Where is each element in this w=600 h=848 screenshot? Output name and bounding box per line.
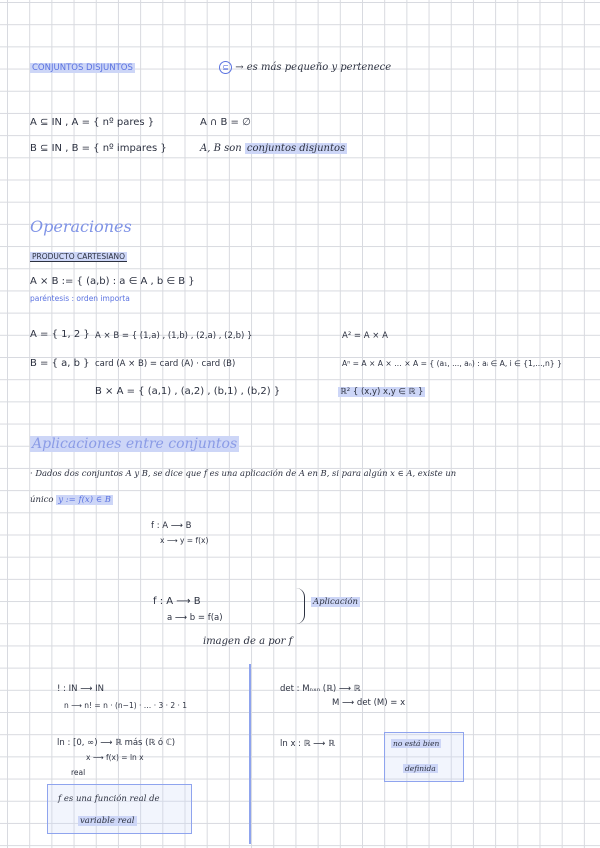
section-title-operaciones: Operaciones xyxy=(30,217,132,236)
map1-line2: x ⟶ y = f(x) xyxy=(160,536,209,545)
a-power-n: Aⁿ = A × A × … × A = { (a₁, ..., aₙ) : aᵢ ∈ A, i ∈ {1,...,n} } xyxy=(342,359,562,368)
bxa-example: B × A = { (a,1) , (a,2) , (b,1) , (b,2) } xyxy=(95,386,281,397)
section-title-aplicaciones: Aplicaciones entre conjuntos xyxy=(32,436,238,452)
factorial-line1: ! : IN ⟶ IN xyxy=(57,684,104,694)
set-b: B = { a, b } xyxy=(30,358,90,369)
factorial-line2: n ⟶ n! = n · (n−1) · … · 3 · 2 · 1 xyxy=(64,701,188,710)
producto-cartesiano-title: PRODUCTO CARTESIANO xyxy=(32,252,125,261)
lnx-line: ln x : ℝ ⟶ ℝ xyxy=(280,739,335,749)
header-note: ⊆ → es más pequeño y pertenece xyxy=(219,61,391,74)
nobien-line1: no está bien xyxy=(393,739,440,748)
producto-definicion: A × B := { (a,b) : a ∈ A , b ∈ B } xyxy=(30,276,195,287)
map2-line2: a ⟶ b = f(a) xyxy=(167,613,223,623)
nobien-line2: definida xyxy=(405,764,436,773)
a-squared: A² = A × A xyxy=(342,331,388,341)
real-box-line2: variable real xyxy=(80,816,135,826)
ln-line2: x ⟶ f(x) = ln x xyxy=(86,753,144,762)
disjuntos-line-2: B ⊆ IN , B = { nº impares } xyxy=(30,143,167,154)
set-a: A = { 1, 2 } xyxy=(30,329,90,340)
imagen-label: imagen de a por f xyxy=(203,636,293,647)
section-title-disjuntos: CONJUNTOS DISJUNTOS xyxy=(32,63,133,73)
subset-circled-icon: ⊆ xyxy=(219,61,232,74)
intersection-empty: A ∩ B = ∅ xyxy=(200,117,251,128)
aplicacion-definition: · Dados dos conjuntos A y B, se dice que f es una aplicación de A en B, si para algún x ∈ A, existe un xyxy=(30,468,457,478)
det-line1: det : Mₙₓₙ (ℝ) ⟶ ℝ xyxy=(280,684,361,694)
no-definida-box xyxy=(384,732,464,782)
disjuntos-statement: A, B son conjuntos disjuntos xyxy=(200,143,346,154)
card-formula: card (A × B) = card (A) · card (B) xyxy=(95,359,236,369)
disjuntos-line-1: A ⊆ IN , A = { nº pares } xyxy=(30,117,155,128)
axb-example: A × B = { (1,a) , (1,b) , (2,a) , (2,b) } xyxy=(95,331,253,341)
ln-line1: ln : [0, ∞) ⟶ ℝ más (ℝ ó ℂ) xyxy=(57,738,176,748)
map2-line1: f : A ⟶ B xyxy=(153,596,201,607)
aplicacion-label: Aplicación xyxy=(313,597,358,607)
real-box-line1: f es una función real de xyxy=(58,794,160,804)
det-line2: M ⟶ det (M) = x xyxy=(332,698,406,708)
map1-line1: f : A ⟶ B xyxy=(151,521,192,531)
r-squared: ℝ² { (x,y) x,y ∈ ℝ } xyxy=(340,387,424,397)
aplicacion-definition-2: único y := f(x) ∈ B xyxy=(30,495,111,505)
real-function-box xyxy=(47,784,192,834)
ln-real-label: real xyxy=(71,768,86,777)
brace-icon xyxy=(296,588,305,624)
vertical-divider xyxy=(249,664,251,844)
parentesis-note: paréntesis : orden importa xyxy=(30,294,130,303)
